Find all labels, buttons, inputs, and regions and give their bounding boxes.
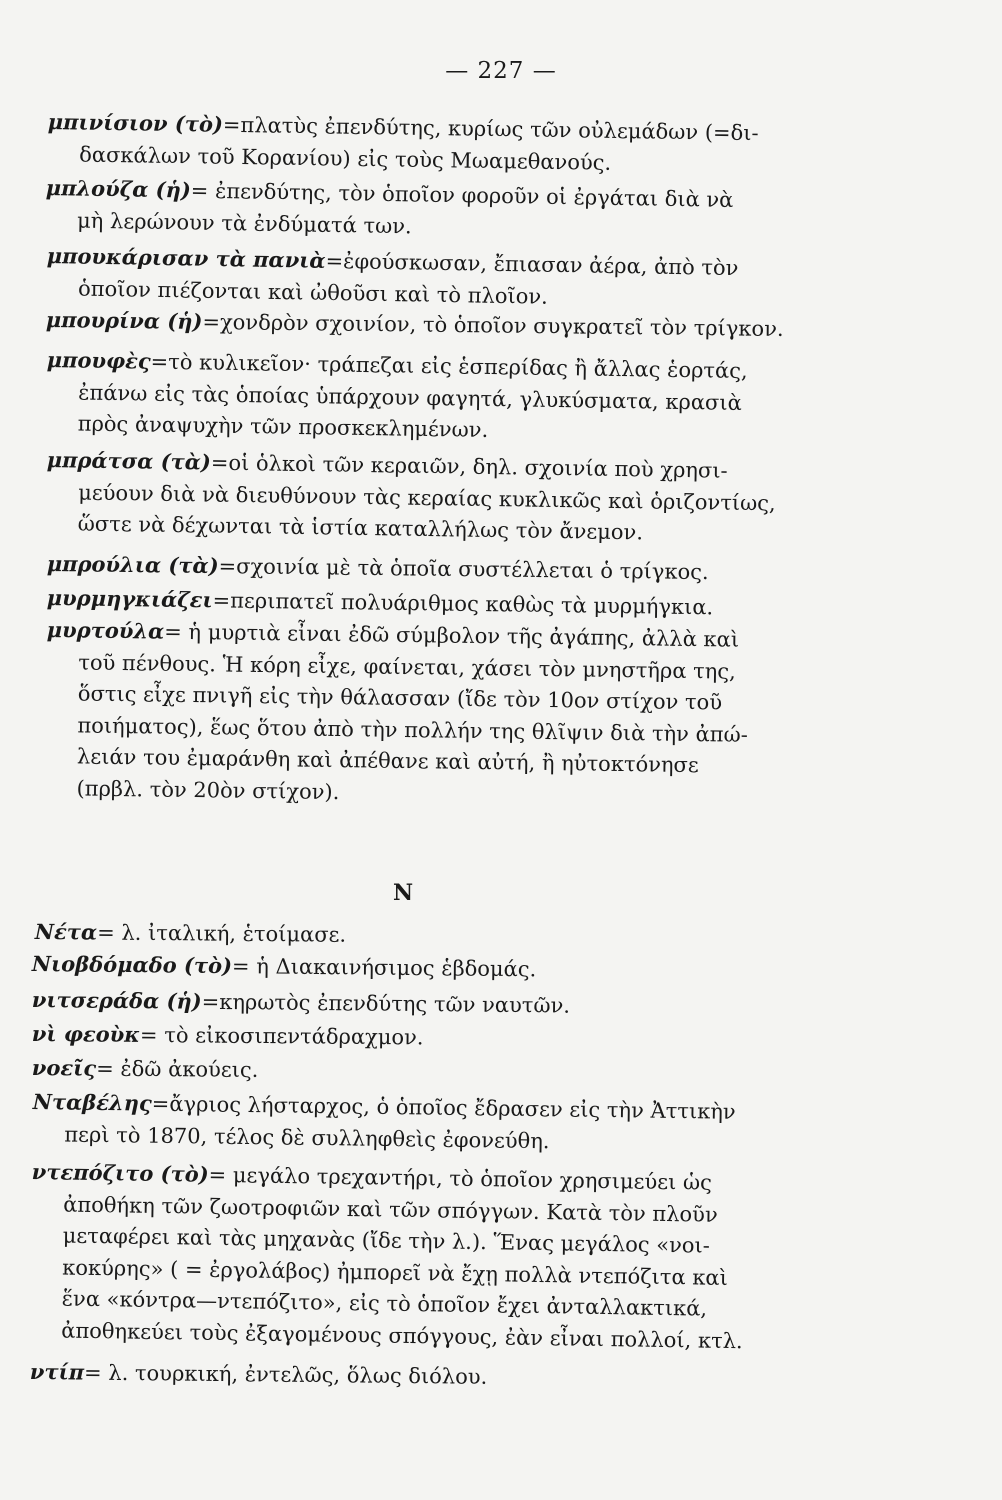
entry-headword: ντεπόζιτο (τὸ) (31, 1158, 209, 1187)
entry-continuation-line: μὴ λερώνουν τὰ ἐνδύματά των. (76, 208, 412, 238)
entry-headword: μπινίσιον (τὸ) (47, 108, 224, 137)
entry-continuation-line: δασκάλων τοῦ Κορανίου) εἰς τοὺς Μωαμεθανούς. (79, 141, 612, 175)
entry-definition: =χονδρὸν σχοινίον, τὸ ὁποῖον συγκρατεῖ τὸν τρίγκον. (202, 309, 784, 342)
entry-headword: νὶ φεοὺκ (31, 1020, 141, 1047)
entry-continuation-line: τοῦ πένθους. Ἡ κόρη εἶχε, φαίνεται, χάσει τὸν μνηστῆρα της, (78, 649, 736, 684)
entry-headword: νιτσεράδα (ἡ) (31, 986, 202, 1014)
entry-headword: μπρούλια (τὰ) (46, 550, 219, 579)
glossary-entry (32, 948, 812, 989)
entry-continuation-line: ὥστε νὰ δέχωνται τὰ ἱστία καταλλήλως τὸν ἄνεμον. (77, 511, 644, 545)
glossary-entry (32, 1086, 813, 1161)
entry-headword: ντίπ (29, 1358, 85, 1385)
section-letter: N (392, 880, 414, 906)
entry-definition: = ἡ μυρτιὰ εἶναι ἐδῶ σύμβολον τῆς ἀγάπης, ἀλλὰ καὶ (164, 619, 740, 652)
entry-continuation-line: ἀποθηκεύει τοὺς ἐξαγομένους σπόγγους, ἐὰν εἶναι πολλοί, κτλ. (61, 1317, 743, 1353)
entry-continuation-line: μεταφέρει καὶ τὰς μηχανὰς (ἴδε τὴν λ.). Ἕνας μεγάλος «νοι- (62, 1223, 711, 1258)
glossary-entry (45, 344, 826, 452)
entry-headword: μπράτσα (τὰ) (46, 446, 212, 475)
entry-definition: = ἐπενδύτης, τὸν ὁποῖον φοροῦν οἱ ἐργάται διὰ νὰ (190, 178, 734, 212)
entry-definition: =οἱ ὁλκοὶ τῶν κεραιῶν, δηλ. σχοινία ποὺ χρησι- (210, 450, 728, 483)
glossary-entry (30, 1356, 810, 1397)
entry-definition: = ἐδῶ ἀκούεις. (96, 1056, 259, 1082)
entry-definition: =κηρωτὸς ἐπενδύτης τῶν ναυτῶν. (201, 989, 571, 1018)
entry-first-line (32, 1052, 812, 1091)
glossary-entry (32, 1052, 812, 1091)
entry-definition: = μεγάλο τρεχαντήρι, τὸ ὁποῖον χρησιμεύει ὡς (208, 1162, 713, 1195)
entry-definition: =τὸ κυλικεῖον· τράπεζαι εἰς ἑσπερίδας ἢ ἄλλας ἑορτάς, (150, 349, 748, 384)
entry-continuation-line: ἐπάνω εἰς τὰς ὁποίας ὑπάρχουν φαγητά, γλυκύσματα, κρασιὰ (78, 379, 742, 415)
entry-continuation-line: ἀποθήκη τῶν ζωοτροφιῶν καὶ τῶν σπόγγων. Κατὰ τὸν πλοῦν (63, 1191, 718, 1227)
glossary-entry (29, 1156, 812, 1358)
entry-first-line (30, 1356, 810, 1397)
entry-definition: = λ. τουρκική, ἐντελῶς, ὅλως διόλου. (83, 1360, 488, 1389)
entry-continuation-line: πρὸς ἀναψυχὴν τῶν προσκεκλημένων. (77, 411, 489, 442)
entry-headword: Νέτα (34, 918, 98, 945)
glossary-entry (47, 106, 828, 182)
entry-continuation-line: ποιήματος), ἕως ὅτου ἀπὸ τὴν πολλήν της θλῖψιν διὰ τὴν ἀπώ- (77, 712, 748, 747)
entry-headword: μπουφὲς (46, 346, 151, 374)
entry-continuation-line: κοκύρης» ( = ἐργολάβος) ἠμπορεῖ νὰ ἔχῃ πολλὰ ντεπόζιτα καὶ (62, 1254, 729, 1290)
entry-continuation-line: ὁποῖον πιέζονται καὶ ὠθοῦσι καὶ τὸ πλοῖον. (77, 276, 548, 309)
entry-first-line (32, 1018, 812, 1057)
glossary-entry (45, 172, 826, 250)
entry-definition: = ἡ Διακαινήσιμος ἑβδομάς. (231, 954, 537, 982)
glossary-entry (32, 1018, 812, 1057)
entry-headword: νοεῖς (31, 1054, 97, 1081)
entry-headword: μυρτούλα (46, 616, 165, 644)
glossary-entry (44, 614, 827, 815)
entry-definition: =περιπατεῖ πολυάριθμος καθὼς τὰ μυρμήγκια. (212, 588, 714, 620)
entry-definition: =ἄγριος λήσταρχος, ὁ ὁποῖος ἔδρασεν εἰς τὴν Ἀττικὴν (151, 1091, 736, 1124)
entry-definition: =πλατὺς ἐπενδύτης, κυρίως τῶν οὐλεμάδων (=δι- (222, 112, 759, 146)
entry-definition: = τὸ εἰκοσιπεντάδραχμον. (139, 1022, 424, 1050)
entry-definition: =ἐφούσκωσαν, ἔπιασαν ἀέρα, ἀπὸ τὸν (325, 248, 739, 281)
entry-first-line (32, 948, 812, 989)
entry-continuation-line: ἕνα «κόντρα—ντεπόζιτο», εἰς τὸ ὁποῖον ἔχει ἀνταλλακτικά, (61, 1286, 708, 1321)
entry-continuation-line: περὶ τὸ 1870, τέλος δὲ συλληφθεὶς ἐφονεύθη. (64, 1121, 550, 1153)
page-number: — 227 — (445, 58, 557, 84)
entry-definition: =σχοινία μὲ τὰ ὁποῖα συστέλλεται ὁ τρίγκος. (218, 554, 709, 585)
entry-continuation-line: μεύουν διὰ νὰ διευθύνουν τὰς κεραίας κυκλικῶς καὶ ὁριζοντίως, (78, 479, 776, 515)
entry-headword: Νιοβδόμαδο (τὸ) (31, 950, 233, 979)
entry-continuation-line: ὅστις εἶχε πνιγῆ εἰς τὴν θάλασσαν (ἴδε τὸν 10ον στίχον τοῦ (77, 681, 723, 715)
entry-definition: = λ. ἰταλική, ἑτοίμασε. (97, 920, 347, 947)
entry-continuation-line: λειάν του ἐμαράνθη καὶ ἀπέθανε καὶ αὐτή, ἢ ηὐτοκτόνησε (76, 744, 699, 778)
glossary-entry (45, 444, 826, 552)
entry-continuation-line: (πρβλ. τὸν 20ὸν στίχον). (76, 775, 340, 804)
entry-headword: μυρμηγκιάζει (46, 584, 213, 613)
entry-headword: μπλούζα (ἡ) (45, 174, 192, 203)
entry-headword: μπουρίνα (ἡ) (45, 306, 203, 334)
entry-headword: Νταβέλης (32, 1088, 152, 1116)
entry-headword: μπουκάρισαν τὰ πανιὰ (46, 242, 326, 273)
